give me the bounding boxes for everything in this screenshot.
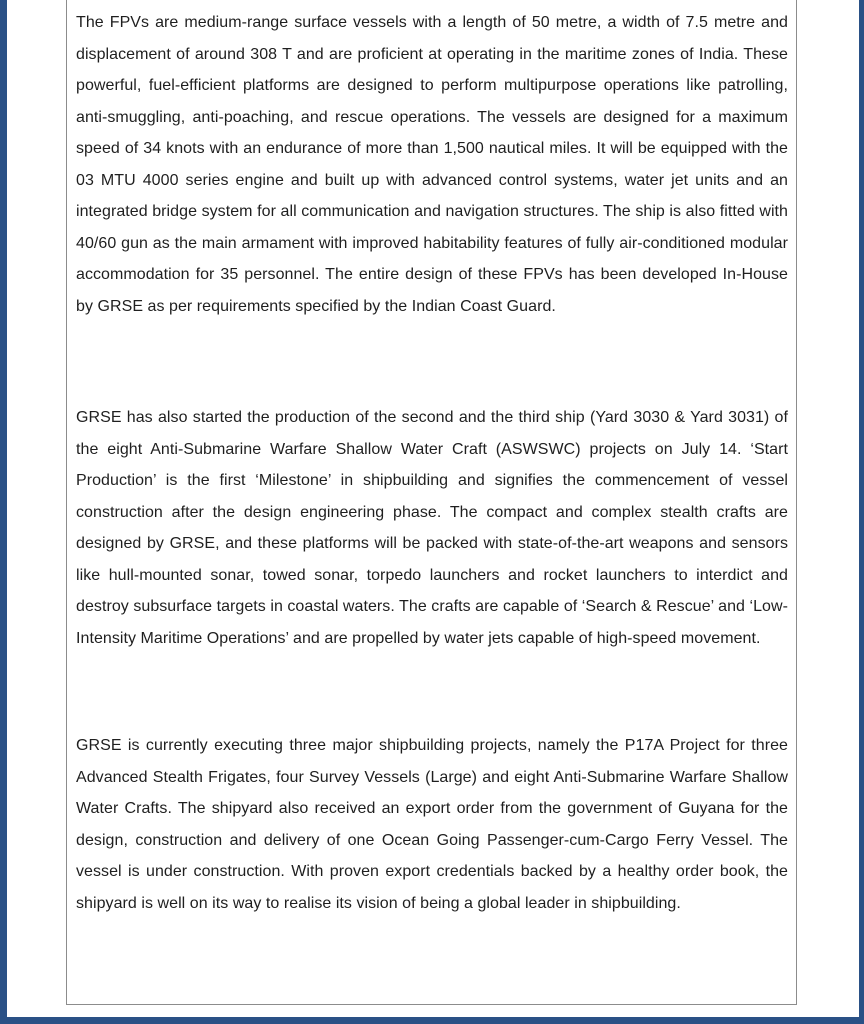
article-paragraph-fpv-specs: The FPVs are medium-range surface vessels with a length of 50 metre, a width of 7.5 metre and displacement of around 308 T and are proficient at operating in the maritime zones of India. These powerful, fuel-efficient platforms are designed to perform multipurpose operations like patrolling, anti-smuggling, anti-poaching, and rescue operations. The vessels are designed for a maximum speed of 34 knots with an endurance of more than 1,500 nautical miles. It will be equipped with the 03 MTU 4000 series engine and built up with advanced control systems, water jet units and an integrated bridge system for all communication and navigation structures. The ship is also fitted with 40/60 gun as the main armament with improved habitability features of fully air-conditioned modular accommodation for 35 personnel. The entire design of these FPVs has been developed In-House by GRSE as per requirements specified by the Indian Coast Guard. (76, 14, 788, 315)
page-frame-left (0, 0, 7, 1024)
article-paragraph-grse-projects: GRSE is currently executing three major shipbuilding projects, namely the P17A Project for three Advanced Stealth Frigates, four Survey Vessels (Large) and eight Anti-Submarine Warfare Shallow Water Crafts. The shipyard also received an export order from the government of Guyana for the design, construction and delivery of one Ocean Going Passenger-cum-Cargo Ferry Vessel. The vessel is under construction. With proven export credentials backed by a healthy order book, the shipyard is well on its way to realise its vision of being a global leader in shipbuilding. (76, 737, 788, 912)
page-frame-right (859, 0, 864, 1024)
article-paragraph-aswswc-production: GRSE has also started the production of the second and the third ship (Yard 3030 & Yard 3031) of the eight Anti-Submarine Warfare Shallow Water Craft (ASWSWC) projects on July 14. ‘Start Production’ is the first ‘Milestone’ in shipbuilding and signifies the commencement of vessel construction after the design engineering phase. The compact and complex stealth crafts are designed by GRSE, and these platforms will be packed with state-of-the-art weapons and sensors like hull-mounted sonar, towed sonar, torpedo launchers and rocket launchers to interdict and destroy subsurface targets in coastal waters. The crafts are capable of ‘Search & Rescue’ and ‘Low-Intensity Maritime Operations’ and are propelled by water jets capable of high-speed movement. (76, 409, 788, 647)
page-frame-bottom (0, 1017, 864, 1024)
